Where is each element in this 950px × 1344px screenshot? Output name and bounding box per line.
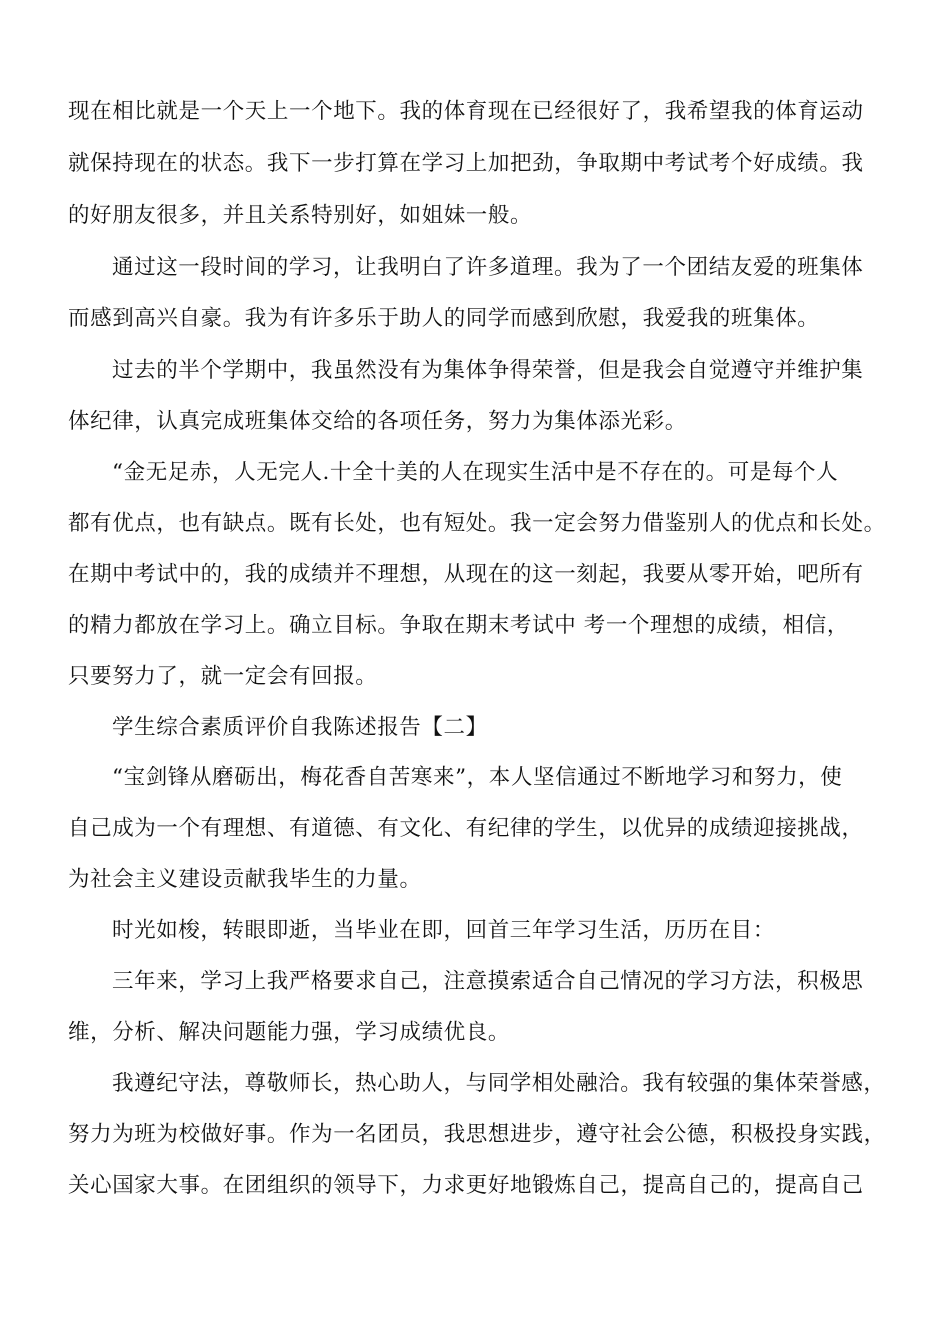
- text-line: 为社会主义建设贡献我毕生的力量。: [68, 867, 422, 892]
- text-line: 现在相比就是一个天上一个地下。我的体育现在已经很好了，我希望我的体育运动: [68, 99, 864, 124]
- section-heading: 学生综合素质评价自我陈述报告【二】: [112, 715, 488, 740]
- text-line: 通过这一段时间的学习，让我明白了许多道理。我为了一个团结友爱的班集体: [112, 255, 864, 280]
- text-line: 体纪律，认真完成班集体交给的各项任务，努力为集体添光彩。: [68, 409, 687, 434]
- text-line: 在期中考试中的，我的成绩并不理想，从现在的这一刻起，我要从零开始，吧所有: [68, 562, 864, 587]
- text-line: 努力为班为校做好事。作为一名团员，我思想进步，遵守社会公德，积极投身实践，: [68, 1122, 886, 1147]
- text-line: 就保持现在的状态。我下一步打算在学习上加把劲，争取期中考试考个好成绩。我: [68, 151, 864, 176]
- text-line: 时光如梭，转眼即逝，当毕业在即，回首三年学习生活，历历在目：: [112, 918, 776, 943]
- text-line: 都有优点，也有缺点。既有长处，也有短处。我一定会努力借鉴别人的优点和长处。: [68, 511, 886, 536]
- text-line: 我遵纪守法，尊敬师长，热心助人，与同学相处融洽。我有较强的集体荣誉感，: [112, 1071, 886, 1096]
- text-line: 而感到高兴自豪。我为有许多乐于助人的同学而感到欣慰，我爱我的班集体。: [68, 306, 820, 331]
- text-line: 的好朋友很多，并且关系特别好，如姐妹一般。: [68, 203, 533, 228]
- text-line: “金无足赤，人无完人.十全十美的人在现实生活中是不存在的。可是每个人: [112, 460, 839, 485]
- text-line: 的精力都放在学习上。确立目标。争取在期末考试中 考一个理想的成绩，相信，: [68, 613, 849, 638]
- text-line: 维，分析、解决问题能力强，学习成绩优良。: [68, 1020, 511, 1045]
- text-line: 只要努力了，就一定会有回报。: [68, 664, 378, 689]
- text-line: “宝剑锋从磨砺出，梅花香自苦寒来”，本人坚信通过不断地学习和努力，使: [112, 765, 843, 790]
- text-line: 三年来，学习上我严格要求自己，注意摸索适合自己情况的学习方法，积极思: [112, 969, 864, 994]
- text-line: 自己成为一个有理想、有道德、有文化、有纪律的学生，以优异的成绩迎接挑战，: [68, 816, 864, 841]
- text-line: 关心国家大事。在团组织的领导下，力求更好地锻炼自己，提高自己的，提高自己: [68, 1173, 864, 1198]
- text-line: 过去的半个学期中，我虽然没有为集体争得荣誉，但是我会自觉遵守并维护集: [112, 358, 864, 383]
